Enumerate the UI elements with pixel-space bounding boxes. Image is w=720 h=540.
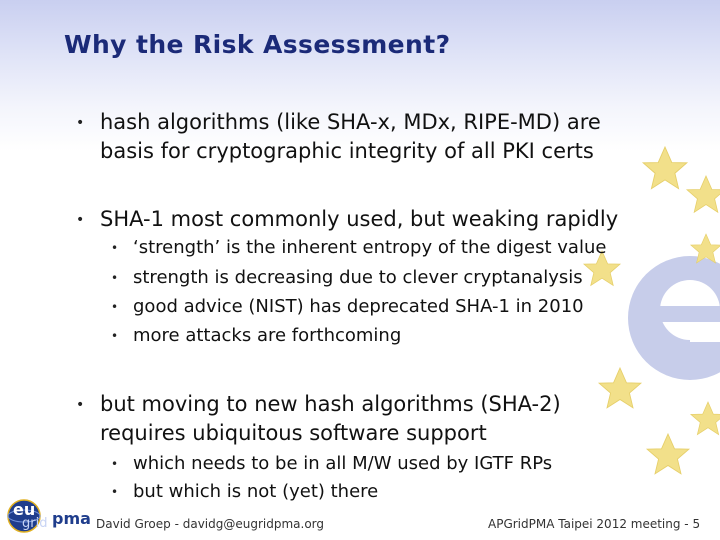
slide-title: Why the Risk Assessment? [64,30,451,59]
sub-bullet-item [111,324,693,348]
bullet-icon: • [111,271,119,285]
sub-bullet-text: strength is decreasing due to clever cryptanalysis [133,267,583,288]
bullet-text-line: basis for cryptographic integrity of all PKI certs [100,139,594,163]
bullet-item [76,205,700,234]
logo-grid-text: grid [22,516,48,531]
bullet-item [76,108,700,166]
sub-bullet-item [111,236,693,260]
bullet-icon: • [76,212,85,228]
sub-bullet-item [111,452,693,476]
bullet-text-line: hash algorithms (like SHA-x, MDx, RIPE-MD) are [100,110,601,134]
bullet-icon: • [76,115,85,131]
bullet-icon: • [111,241,119,255]
logo-eu-text: eu [13,500,36,519]
bullet-text-line: but moving to new hash algorithms (SHA-2) [100,392,561,416]
sub-bullet-item [111,480,693,504]
bullet-icon: • [111,485,119,499]
sub-bullet-item [111,266,693,290]
footer-author: David Groep - davidg@eugridpma.org [96,517,325,531]
footer-event: APGridPMA Taipei 2012 meeting - 5 [488,517,701,531]
bullet-text-line: requires ubiquitous software support [100,421,487,445]
sub-bullet-text: good advice (NIST) has deprecated SHA-1 in 2010 [133,296,584,317]
bullet-text: SHA-1 most commonly used, but weaking rapidly [100,207,619,231]
bullet-icon: • [111,300,119,314]
bullet-icon: • [111,329,119,343]
sub-bullet-text: which needs to be in all M/W used by IGTF RPs [133,453,553,474]
bullet-icon: • [111,457,119,471]
sub-bullet-text: but which is not (yet) there [133,481,379,502]
logo-pma-text: pma [52,509,91,528]
sub-bullet-text: more attacks are forthcoming [133,325,402,346]
sub-bullet-text: ‘strength’ is the inherent entropy of the digest value [133,237,607,258]
bullet-icon: • [76,397,85,413]
bullet-item [76,390,700,448]
sub-bullet-item [111,295,693,319]
eugridpma-logo [4,494,94,536]
